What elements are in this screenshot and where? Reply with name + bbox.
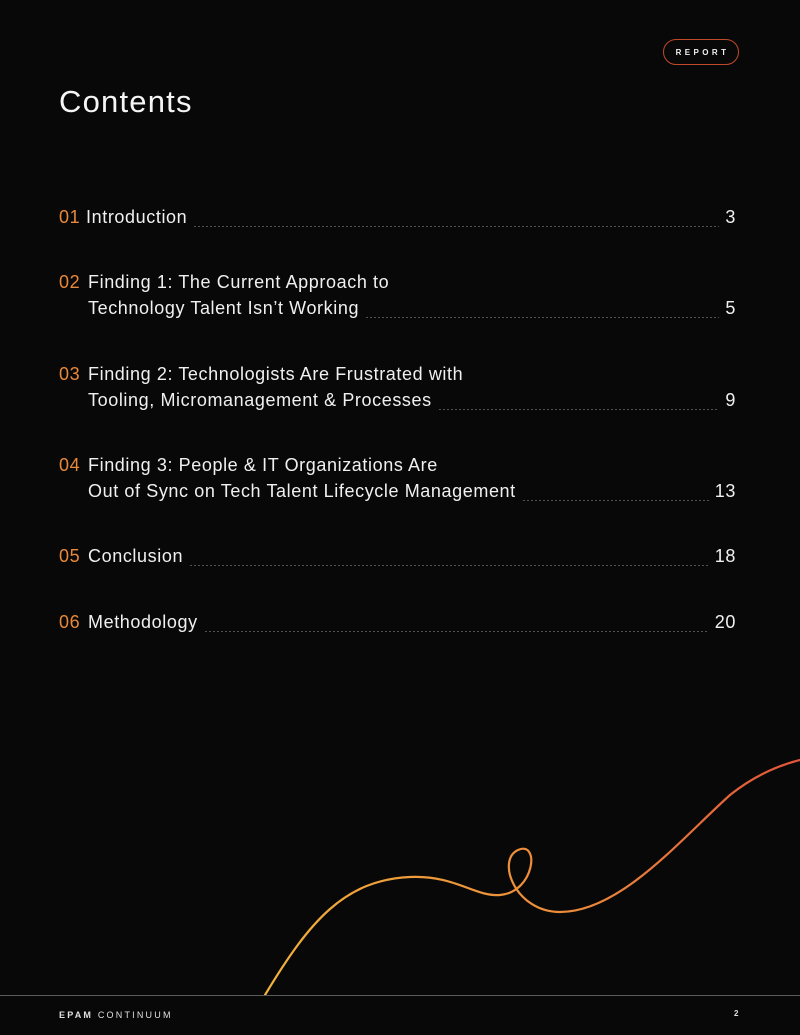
toc-entry-line (88, 612, 736, 638)
toc-entry-line (88, 298, 736, 324)
toc-entry-page: 5 (725, 298, 736, 318)
toc-entry-page: 13 (714, 481, 736, 501)
toc-entry-page: 20 (714, 612, 736, 632)
toc-entry-title: Finding 1: The Current Approach to (88, 272, 390, 292)
report-badge-label: REPORT (675, 47, 730, 57)
toc-entry-line (88, 455, 736, 481)
toc-entry-line (88, 546, 736, 572)
dot-leader (522, 500, 709, 501)
toc-entry-title: Conclusion (88, 546, 184, 566)
decorative-curve (0, 740, 800, 996)
toc-entry-number: 04 (59, 455, 81, 475)
footer-brand-bold: EPAM (59, 1010, 94, 1020)
footer-divider (0, 995, 800, 996)
toc-entry-line (88, 272, 736, 298)
dot-leader (438, 409, 720, 410)
toc-entry-line (88, 390, 736, 416)
page-title: Contents (59, 84, 193, 119)
toc-entry-page: 3 (725, 207, 736, 227)
decorative-curve-line (265, 760, 800, 995)
toc-entry-title-continued: Out of Sync on Tech Talent Lifecycle Management (88, 481, 516, 501)
toc-entry-number: 05 (59, 546, 81, 566)
toc-entry-title: Finding 2: Technologists Are Frustrated with (88, 364, 464, 384)
toc-entry-page: 18 (714, 546, 736, 566)
toc-entry-number: 01 (59, 207, 81, 227)
toc-entry-title: Finding 3: People & IT Organizations Are (88, 455, 438, 475)
toc-entry-title: Introduction (86, 207, 188, 227)
footer-brand-rest: CONTINUUM (97, 1010, 173, 1020)
toc-entry-line (88, 481, 736, 507)
dot-leader (365, 317, 719, 318)
toc-entry-number: 03 (59, 364, 81, 384)
toc-entry-line (88, 364, 736, 390)
dot-leader (189, 565, 709, 566)
dot-leader (204, 631, 709, 632)
toc-entry-line (86, 207, 736, 233)
footer-page-number: 2 (734, 1009, 739, 1018)
toc-entry-title-continued: Technology Talent Isn’t Working (88, 298, 360, 318)
toc-entry-page: 9 (725, 390, 736, 410)
toc-entry-title: Methodology (88, 612, 198, 632)
toc-entry-number: 06 (59, 612, 81, 632)
toc-entry-number: 02 (59, 272, 81, 292)
footer-brand (59, 1010, 173, 1020)
report-badge (663, 39, 739, 65)
toc-entry-title-continued: Tooling, Micromanagement & Processes (88, 390, 432, 410)
dot-leader (193, 226, 719, 227)
